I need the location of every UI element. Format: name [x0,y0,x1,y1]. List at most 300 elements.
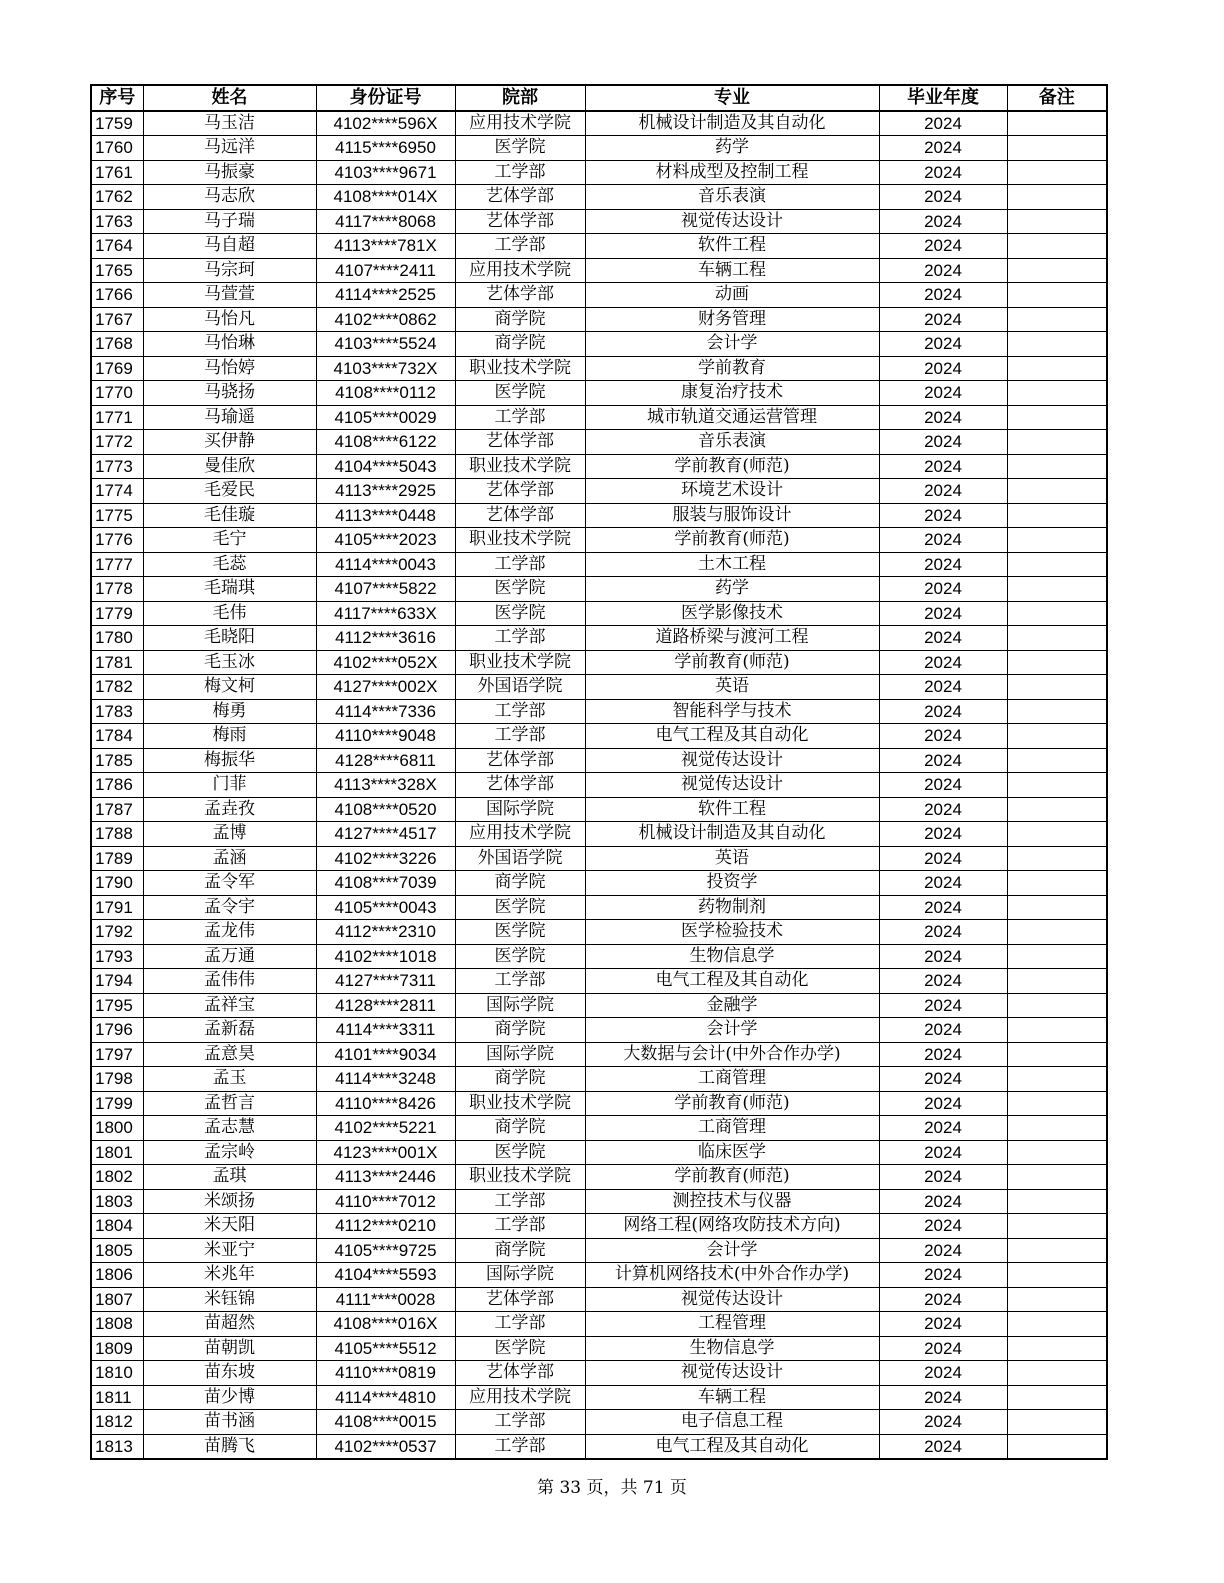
row-remarks [1007,626,1107,651]
row-id-number: 4108****7039 [316,871,455,896]
row-remarks [1007,1263,1107,1288]
row-seq: 1789 [91,846,143,871]
row-remarks [1007,577,1107,602]
row-name: 米兆年 [143,1263,316,1288]
row-name: 孟宗岭 [143,1140,316,1165]
row-department: 艺体学部 [455,1361,585,1386]
row-id-number: 4108****0520 [316,797,455,822]
row-name: 马瑜遥 [143,405,316,430]
row-id-number: 4111****0028 [316,1287,455,1312]
row-name: 马宗珂 [143,258,316,283]
row-id-number: 4102****0862 [316,307,455,332]
row-graduation-year: 2024 [879,1067,1007,1092]
row-remarks [1007,209,1107,234]
row-department: 医学院 [455,920,585,945]
row-name: 马子瑞 [143,209,316,234]
row-graduation-year: 2024 [879,1116,1007,1141]
row-major: 英语 [585,675,879,700]
row-seq: 1777 [91,552,143,577]
row-id-number: 4114****4810 [316,1385,455,1410]
row-department: 职业技术学院 [455,1091,585,1116]
table-row [91,552,1107,577]
row-department: 商学院 [455,1018,585,1043]
table-row [91,454,1107,479]
table-row [91,895,1107,920]
row-graduation-year: 2024 [879,1336,1007,1361]
row-id-number: 4104****5043 [316,454,455,479]
table-row [91,724,1107,749]
row-seq: 1760 [91,136,143,161]
row-name: 毛玉冰 [143,650,316,675]
table-row [91,1410,1107,1435]
row-graduation-year: 2024 [879,405,1007,430]
row-major: 视觉传达设计 [585,1361,879,1386]
row-department: 工学部 [455,969,585,994]
table-row [91,822,1107,847]
row-graduation-year: 2024 [879,895,1007,920]
row-remarks [1007,822,1107,847]
row-department: 医学院 [455,895,585,920]
row-seq: 1787 [91,797,143,822]
row-seq: 1795 [91,993,143,1018]
row-major: 学前教育(师范) [585,528,879,553]
row-graduation-year: 2024 [879,528,1007,553]
row-graduation-year: 2024 [879,1214,1007,1239]
row-department: 国际学院 [455,1263,585,1288]
row-name: 孟祥宝 [143,993,316,1018]
table-row [91,1067,1107,1092]
row-department: 工学部 [455,1312,585,1337]
table-row [91,185,1107,210]
row-remarks [1007,1385,1107,1410]
row-remarks [1007,479,1107,504]
row-major: 学前教育 [585,356,879,381]
row-graduation-year: 2024 [879,552,1007,577]
row-remarks [1007,1018,1107,1043]
row-major: 工商管理 [585,1067,879,1092]
row-name: 米亚宁 [143,1238,316,1263]
row-name: 米颂扬 [143,1189,316,1214]
row-seq: 1806 [91,1263,143,1288]
row-department: 工学部 [455,1410,585,1435]
row-seq: 1764 [91,234,143,259]
row-name: 米天阳 [143,1214,316,1239]
row-id-number: 4102****0537 [316,1434,455,1459]
row-remarks [1007,601,1107,626]
row-id-number: 4113****2446 [316,1165,455,1190]
table-row [91,1312,1107,1337]
row-remarks [1007,773,1107,798]
row-department: 商学院 [455,332,585,357]
row-major: 道路桥梁与渡河工程 [585,626,879,651]
row-graduation-year: 2024 [879,1018,1007,1043]
row-name: 马振豪 [143,160,316,185]
row-name: 马玉洁 [143,111,316,136]
row-seq: 1808 [91,1312,143,1337]
row-department: 艺体学部 [455,283,585,308]
graduate-list-table [90,84,1108,1460]
row-graduation-year: 2024 [879,993,1007,1018]
row-major: 服装与服饰设计 [585,503,879,528]
row-id-number: 4108****016X [316,1312,455,1337]
row-remarks [1007,871,1107,896]
row-major: 药物制剂 [585,895,879,920]
row-seq: 1770 [91,381,143,406]
row-remarks [1007,1067,1107,1092]
row-remarks [1007,1165,1107,1190]
row-id-number: 4108****014X [316,185,455,210]
row-name: 孟新磊 [143,1018,316,1043]
row-major: 会计学 [585,1238,879,1263]
row-id-number: 4105****0029 [316,405,455,430]
row-id-number: 4108****6122 [316,430,455,455]
row-graduation-year: 2024 [879,136,1007,161]
row-department: 职业技术学院 [455,356,585,381]
row-seq: 1799 [91,1091,143,1116]
row-seq: 1803 [91,1189,143,1214]
table-row [91,1263,1107,1288]
row-remarks [1007,846,1107,871]
row-graduation-year: 2024 [879,1042,1007,1067]
row-major: 动画 [585,283,879,308]
row-id-number: 4114****0043 [316,552,455,577]
table-row [91,503,1107,528]
row-major: 药学 [585,577,879,602]
row-graduation-year: 2024 [879,920,1007,945]
row-department: 医学院 [455,136,585,161]
row-major: 英语 [585,846,879,871]
table-row [91,1091,1107,1116]
table-row [91,1361,1107,1386]
row-remarks [1007,234,1107,259]
row-remarks [1007,356,1107,381]
row-department: 艺体学部 [455,748,585,773]
row-remarks [1007,1189,1107,1214]
row-remarks [1007,650,1107,675]
row-graduation-year: 2024 [879,1189,1007,1214]
row-id-number: 4127****7311 [316,969,455,994]
row-major: 投资学 [585,871,879,896]
row-remarks [1007,111,1107,136]
row-name: 苗少博 [143,1385,316,1410]
row-department: 艺体学部 [455,430,585,455]
row-remarks [1007,503,1107,528]
row-remarks [1007,381,1107,406]
table-row [91,577,1107,602]
row-seq: 1813 [91,1434,143,1459]
table-row [91,650,1107,675]
row-name: 买伊静 [143,430,316,455]
row-seq: 1804 [91,1214,143,1239]
row-major: 会计学 [585,332,879,357]
row-remarks [1007,797,1107,822]
row-remarks [1007,332,1107,357]
row-id-number: 4123****001X [316,1140,455,1165]
table-row [91,1042,1107,1067]
row-seq: 1810 [91,1361,143,1386]
table-row [91,601,1107,626]
row-seq: 1782 [91,675,143,700]
row-seq: 1790 [91,871,143,896]
row-seq: 1802 [91,1165,143,1190]
row-name: 孟意昊 [143,1042,316,1067]
row-seq: 1780 [91,626,143,651]
row-seq: 1773 [91,454,143,479]
table-row [91,1214,1107,1239]
row-major: 电气工程及其自动化 [585,969,879,994]
row-department: 工学部 [455,1434,585,1459]
table-row [91,234,1107,259]
row-id-number: 4113****328X [316,773,455,798]
row-name: 门菲 [143,773,316,798]
row-name: 苗腾飞 [143,1434,316,1459]
row-id-number: 4102****3226 [316,846,455,871]
row-department: 应用技术学院 [455,111,585,136]
row-seq: 1761 [91,160,143,185]
table-row [91,1140,1107,1165]
row-name: 孟玉 [143,1067,316,1092]
table-header-row [91,85,1107,111]
row-major: 金融学 [585,993,879,1018]
row-remarks [1007,1238,1107,1263]
row-id-number: 4103****5524 [316,332,455,357]
row-seq: 1781 [91,650,143,675]
row-seq: 1788 [91,822,143,847]
row-id-number: 4110****7012 [316,1189,455,1214]
row-major: 工商管理 [585,1116,879,1141]
row-graduation-year: 2024 [879,1287,1007,1312]
row-graduation-year: 2024 [879,797,1007,822]
row-seq: 1785 [91,748,143,773]
row-id-number: 4110****0819 [316,1361,455,1386]
row-name: 孟伟伟 [143,969,316,994]
table-row [91,1189,1107,1214]
row-remarks [1007,1410,1107,1435]
row-department: 艺体学部 [455,503,585,528]
row-id-number: 4110****8426 [316,1091,455,1116]
row-seq: 1765 [91,258,143,283]
row-id-number: 4102****052X [316,650,455,675]
row-department: 应用技术学院 [455,258,585,283]
row-graduation-year: 2024 [879,724,1007,749]
row-id-number: 4110****9048 [316,724,455,749]
table-row [91,871,1107,896]
row-id-number: 4113****2925 [316,479,455,504]
row-major: 网络工程(网络攻防技术方向) [585,1214,879,1239]
row-department: 职业技术学院 [455,1165,585,1190]
row-graduation-year: 2024 [879,626,1007,651]
row-seq: 1769 [91,356,143,381]
row-remarks [1007,160,1107,185]
table-row [91,479,1107,504]
row-name: 马萱萱 [143,283,316,308]
row-major: 学前教育(师范) [585,1165,879,1190]
row-major: 软件工程 [585,797,879,822]
table-row [91,797,1107,822]
row-remarks [1007,944,1107,969]
row-department: 艺体学部 [455,773,585,798]
row-major: 机械设计制造及其自动化 [585,111,879,136]
row-remarks [1007,454,1107,479]
row-id-number: 4115****6950 [316,136,455,161]
row-id-number: 4128****6811 [316,748,455,773]
row-seq: 1768 [91,332,143,357]
row-id-number: 4103****732X [316,356,455,381]
column-header-graduation-year: 毕业年度 [879,85,1007,111]
row-remarks [1007,185,1107,210]
row-remarks [1007,993,1107,1018]
column-header-remarks: 备注 [1007,85,1107,111]
row-name: 毛宁 [143,528,316,553]
row-name: 孟令宇 [143,895,316,920]
row-name: 毛瑞琪 [143,577,316,602]
row-seq: 1759 [91,111,143,136]
row-major: 城市轨道交通运营管理 [585,405,879,430]
row-department: 艺体学部 [455,209,585,234]
row-remarks [1007,405,1107,430]
row-department: 职业技术学院 [455,454,585,479]
row-major: 电气工程及其自动化 [585,724,879,749]
row-department: 医学院 [455,381,585,406]
row-remarks [1007,1091,1107,1116]
row-major: 音乐表演 [585,430,879,455]
table-row [91,332,1107,357]
row-major: 医学影像技术 [585,601,879,626]
table-row [91,1238,1107,1263]
row-graduation-year: 2024 [879,258,1007,283]
table-row [91,846,1107,871]
row-name: 毛爱民 [143,479,316,504]
row-graduation-year: 2024 [879,822,1007,847]
row-department: 商学院 [455,1067,585,1092]
row-graduation-year: 2024 [879,430,1007,455]
row-department: 国际学院 [455,993,585,1018]
row-major: 药学 [585,136,879,161]
row-id-number: 4114****3311 [316,1018,455,1043]
row-remarks [1007,430,1107,455]
row-name: 孟万通 [143,944,316,969]
table-row [91,1336,1107,1361]
row-department: 艺体学部 [455,185,585,210]
table-row [91,969,1107,994]
row-department: 艺体学部 [455,1287,585,1312]
table-body [91,111,1107,1460]
table-row [91,1165,1107,1190]
row-major: 学前教育(师范) [585,454,879,479]
row-seq: 1779 [91,601,143,626]
table-row [91,258,1107,283]
row-id-number: 4128****2811 [316,993,455,1018]
row-id-number: 4105****5512 [316,1336,455,1361]
table-row [91,528,1107,553]
row-department: 外国语学院 [455,846,585,871]
table-row [91,626,1107,651]
row-major: 大数据与会计(中外合作办学) [585,1042,879,1067]
row-remarks [1007,675,1107,700]
column-header-id-number: 身份证号 [316,85,455,111]
table-row [91,773,1107,798]
row-major: 材料成型及控制工程 [585,160,879,185]
row-seq: 1800 [91,1116,143,1141]
row-department: 国际学院 [455,797,585,822]
row-graduation-year: 2024 [879,1140,1007,1165]
row-seq: 1776 [91,528,143,553]
row-remarks [1007,258,1107,283]
row-id-number: 4112****0210 [316,1214,455,1239]
row-id-number: 4108****0015 [316,1410,455,1435]
row-name: 毛晓阳 [143,626,316,651]
row-remarks [1007,1336,1107,1361]
row-name: 孟垚孜 [143,797,316,822]
row-major: 计算机网络技术(中外合作办学) [585,1263,879,1288]
row-department: 工学部 [455,405,585,430]
row-department: 商学院 [455,1116,585,1141]
row-remarks [1007,528,1107,553]
row-name: 曼佳欣 [143,454,316,479]
row-name: 孟哲言 [143,1091,316,1116]
row-name: 毛伟 [143,601,316,626]
row-name: 马自超 [143,234,316,259]
row-graduation-year: 2024 [879,1312,1007,1337]
row-remarks [1007,136,1107,161]
row-major: 机械设计制造及其自动化 [585,822,879,847]
row-seq: 1771 [91,405,143,430]
row-name: 梅勇 [143,699,316,724]
row-graduation-year: 2024 [879,675,1007,700]
row-id-number: 4103****9671 [316,160,455,185]
row-major: 会计学 [585,1018,879,1043]
row-name: 马骁扬 [143,381,316,406]
row-graduation-year: 2024 [879,454,1007,479]
row-seq: 1762 [91,185,143,210]
row-name: 毛蕊 [143,552,316,577]
row-graduation-year: 2024 [879,1238,1007,1263]
row-department: 工学部 [455,1214,585,1239]
row-major: 视觉传达设计 [585,209,879,234]
row-graduation-year: 2024 [879,773,1007,798]
row-graduation-year: 2024 [879,234,1007,259]
row-seq: 1766 [91,283,143,308]
row-remarks [1007,895,1107,920]
page-number-footer: 第 33 页，共 71 页 [537,1478,687,1498]
row-seq: 1796 [91,1018,143,1043]
row-name: 梅文柯 [143,675,316,700]
row-graduation-year: 2024 [879,871,1007,896]
row-id-number: 4114****2525 [316,283,455,308]
row-id-number: 4113****0448 [316,503,455,528]
row-major: 视觉传达设计 [585,748,879,773]
row-remarks [1007,920,1107,945]
row-seq: 1801 [91,1140,143,1165]
row-id-number: 4105****0043 [316,895,455,920]
row-major: 学前教育(师范) [585,1091,879,1116]
row-remarks [1007,969,1107,994]
row-remarks [1007,307,1107,332]
row-major: 软件工程 [585,234,879,259]
table-row [91,430,1107,455]
row-graduation-year: 2024 [879,1434,1007,1459]
row-id-number: 4108****0112 [316,381,455,406]
table-row [91,1018,1107,1043]
row-remarks [1007,1312,1107,1337]
table-row [91,920,1107,945]
row-major: 电气工程及其自动化 [585,1434,879,1459]
column-header-major: 专业 [585,85,879,111]
row-graduation-year: 2024 [879,283,1007,308]
row-department: 工学部 [455,626,585,651]
row-department: 工学部 [455,1189,585,1214]
row-department: 商学院 [455,871,585,896]
